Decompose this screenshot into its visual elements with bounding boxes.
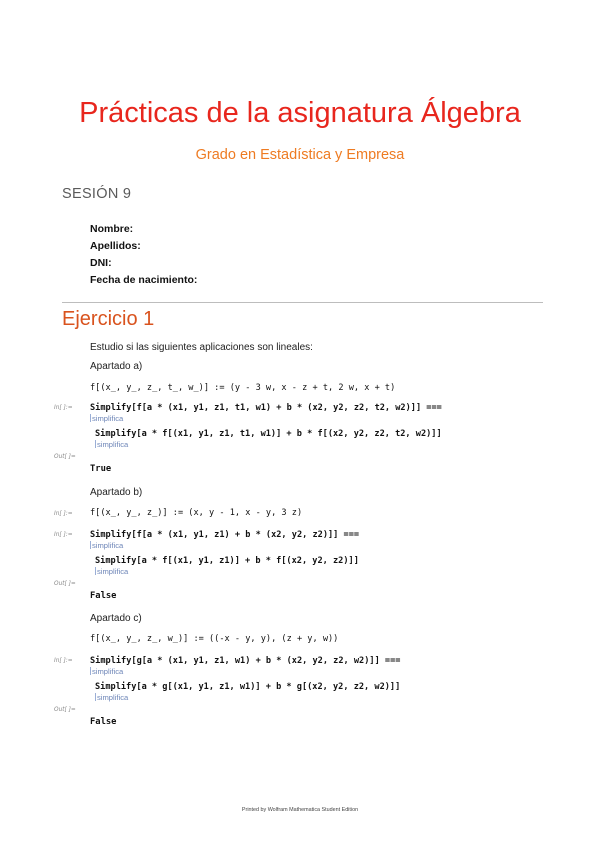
part-a-heading: Apartado a) bbox=[90, 361, 143, 372]
part-a-input-line2[interactable]: Simplify[a * f[(x1, y1, z1, t1, w1)] + b * f[(x2, y2, z2, t2, w2)]] bbox=[95, 429, 442, 439]
part-a-hint-1 bbox=[90, 414, 123, 423]
field-fecha-nacimiento: Fecha de nacimiento: bbox=[90, 274, 198, 286]
hint-text: simplifica bbox=[97, 567, 129, 576]
hint-text: simplifica bbox=[92, 414, 124, 423]
part-c-heading: Apartado c) bbox=[90, 613, 142, 624]
hint-text: simplifica bbox=[97, 440, 129, 449]
field-dni: DNI: bbox=[90, 257, 112, 269]
hint-marker-icon bbox=[95, 693, 96, 701]
part-c-hint-1 bbox=[90, 667, 123, 676]
part-b-hint-1 bbox=[90, 541, 123, 550]
hint-text: simplifica bbox=[97, 693, 129, 702]
document-title: Prácticas de la asignatura Álgebra bbox=[79, 97, 521, 129]
part-b-hint-2 bbox=[95, 567, 128, 576]
part-b-def-in-label: In[ ]:= bbox=[54, 511, 73, 517]
part-a-hint-2 bbox=[95, 440, 128, 449]
part-a-output: True bbox=[90, 464, 112, 474]
hint-text: simplifica bbox=[92, 541, 124, 550]
part-c-output: False bbox=[90, 717, 117, 727]
part-c-input-line2[interactable]: Simplify[a * g[(x1, y1, z1, w1)] + b * g[(x2, y2, z2, w2)]] bbox=[95, 682, 401, 692]
part-b-output: False bbox=[90, 591, 117, 601]
part-b-definition[interactable]: f[(x_, y_, z_)] := (x, y - 1, x - y, 3 z) bbox=[90, 508, 303, 518]
part-c-in-label: In[ ]:= bbox=[54, 658, 73, 664]
part-b-in-label: In[ ]:= bbox=[54, 532, 73, 538]
part-a-definition[interactable]: f[(x_, y_, z_, t_, w_)] := (y - 3 w, x - z + t, 2 w, x + t) bbox=[90, 383, 396, 393]
field-apellidos: Apellidos: bbox=[90, 240, 141, 252]
part-b-input-line1[interactable]: Simplify[f[a * (x1, y1, z1) + b * (x2, y2, z2)]] === bbox=[90, 530, 360, 540]
section-divider bbox=[62, 302, 543, 303]
hint-marker-icon bbox=[95, 567, 96, 575]
session-heading: SESIÓN 9 bbox=[62, 186, 132, 202]
hint-marker-icon bbox=[90, 667, 91, 675]
part-b-out-label: Out[ ]= bbox=[54, 581, 76, 587]
hint-marker-icon bbox=[95, 440, 96, 448]
document-subtitle: Grado en Estadística y Empresa bbox=[195, 147, 405, 163]
hint-text: simplifica bbox=[92, 667, 124, 676]
hint-marker-icon bbox=[90, 414, 91, 422]
field-nombre: Nombre: bbox=[90, 223, 134, 235]
part-a-out-label: Out[ ]= bbox=[54, 454, 76, 460]
exercise-title: Ejercicio 1 bbox=[62, 308, 155, 330]
hint-marker-icon bbox=[90, 541, 91, 549]
exercise-intro: Estudio si las siguientes aplicaciones son lineales: bbox=[90, 342, 313, 353]
part-c-definition[interactable]: f[(x_, y_, z_, w_)] := ((-x - y, y), (z + y, w)) bbox=[90, 634, 339, 644]
part-a-in-label: In[ ]:= bbox=[54, 405, 73, 411]
part-a-input-line1[interactable]: Simplify[f[a * (x1, y1, z1, t1, w1) + b * (x2, y2, z2, t2, w2)]] === bbox=[90, 403, 442, 413]
part-c-out-label: Out[ ]= bbox=[54, 707, 76, 713]
print-footer: Printed by Wolfram Mathematica Student Edition bbox=[241, 807, 359, 813]
part-b-heading: Apartado b) bbox=[90, 487, 143, 498]
part-b-input-line2[interactable]: Simplify[a * f[(x1, y1, z1)] + b * f[(x2, y2, z2)]] bbox=[95, 556, 359, 566]
part-c-hint-2 bbox=[95, 693, 128, 702]
part-c-input-line1[interactable]: Simplify[g[a * (x1, y1, z1, w1) + b * (x2, y2, z2, w2)]] === bbox=[90, 656, 401, 666]
